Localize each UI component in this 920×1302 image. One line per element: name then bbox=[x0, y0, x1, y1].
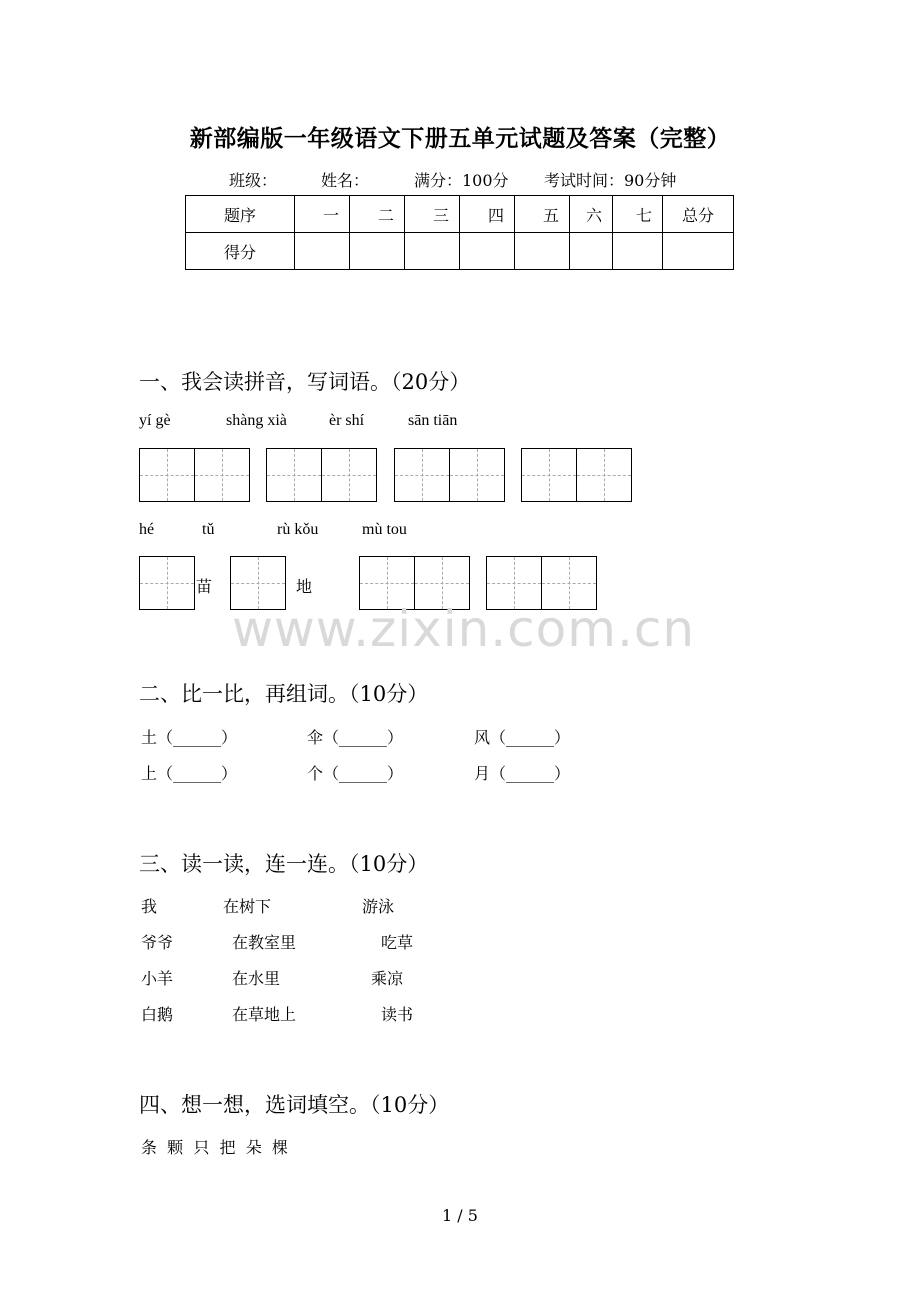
writing-cell[interactable] bbox=[521, 448, 577, 502]
writing-cell[interactable] bbox=[394, 448, 450, 502]
word-blank[interactable]: 个（______） bbox=[307, 764, 404, 783]
writing-cell[interactable] bbox=[321, 448, 377, 502]
match-action[interactable]: 乘凉 bbox=[371, 969, 404, 988]
writing-cell[interactable] bbox=[266, 448, 322, 502]
pinyin-label: sān tiān bbox=[408, 412, 458, 429]
pinyin-label: rù kǒu bbox=[277, 521, 319, 538]
word-blank[interactable]: 风（______） bbox=[474, 728, 571, 747]
word-blank[interactable]: 上（______） bbox=[141, 764, 238, 783]
writing-cell[interactable] bbox=[576, 448, 632, 502]
writing-grid[interactable] bbox=[521, 448, 632, 502]
match-subject[interactable]: 爷爷 bbox=[141, 933, 174, 952]
section-2-heading: 二、比一比，再组词。（10分） bbox=[139, 682, 429, 706]
pinyin-label: yí gè bbox=[139, 412, 171, 429]
match-action[interactable]: 吃草 bbox=[381, 933, 414, 952]
exam-time-label: 考试时间：90分钟 bbox=[544, 171, 677, 190]
table-cell: 五 bbox=[515, 196, 570, 233]
writing-grid[interactable] bbox=[139, 448, 250, 502]
writing-cell[interactable] bbox=[449, 448, 505, 502]
match-place[interactable]: 在草地上 bbox=[232, 1005, 297, 1024]
table-row bbox=[186, 196, 734, 233]
writing-grid[interactable] bbox=[394, 448, 505, 502]
match-subject[interactable]: 小羊 bbox=[141, 969, 174, 988]
writing-cell[interactable] bbox=[194, 448, 250, 502]
writing-cell[interactable] bbox=[139, 556, 195, 610]
table-cell: 一 bbox=[295, 196, 350, 233]
word-bank: 条 颗 只 把 朵 棵 bbox=[141, 1138, 288, 1157]
table-cell: 题序 bbox=[186, 196, 295, 233]
score-cell[interactable] bbox=[663, 233, 734, 270]
table-cell: 三 bbox=[405, 196, 460, 233]
page-number: 1 / 5 bbox=[442, 1206, 478, 1225]
table-cell: 二 bbox=[350, 196, 405, 233]
table-cell: 七 bbox=[613, 196, 663, 233]
table-cell: 得分 bbox=[186, 233, 295, 270]
pinyin-label: mù tou bbox=[362, 521, 407, 538]
pinyin-label: hé bbox=[139, 521, 155, 538]
table-cell: 总分 bbox=[663, 196, 734, 233]
section-3-heading: 三、读一读，连一连。（10分） bbox=[139, 852, 429, 876]
word-suffix: 苗 bbox=[196, 577, 213, 596]
full-score-label: 满分：100分 bbox=[414, 171, 509, 190]
name-label: 姓名： bbox=[321, 171, 370, 190]
word-blank[interactable]: 土（______） bbox=[141, 728, 238, 747]
match-subject[interactable]: 我 bbox=[141, 897, 158, 916]
writing-grid[interactable] bbox=[266, 448, 377, 502]
match-subject[interactable]: 白鹅 bbox=[141, 1005, 174, 1024]
match-place[interactable]: 在教室里 bbox=[232, 933, 297, 952]
score-cell[interactable] bbox=[405, 233, 460, 270]
table-cell: 四 bbox=[460, 196, 515, 233]
pinyin-label: shàng xià bbox=[226, 412, 287, 429]
writing-grid[interactable] bbox=[139, 556, 195, 610]
match-action[interactable]: 读书 bbox=[381, 1005, 414, 1024]
writing-cell[interactable] bbox=[139, 448, 195, 502]
pinyin-label: tǔ bbox=[202, 521, 215, 538]
match-place[interactable]: 在树下 bbox=[223, 897, 272, 916]
score-cell[interactable] bbox=[515, 233, 570, 270]
section-4-heading: 四、想一想，选词填空。（10分） bbox=[139, 1093, 450, 1117]
score-table bbox=[185, 195, 734, 270]
score-cell[interactable] bbox=[570, 233, 613, 270]
score-cell[interactable] bbox=[295, 233, 350, 270]
class-label: 班级： bbox=[229, 171, 278, 190]
score-cell[interactable] bbox=[613, 233, 663, 270]
pinyin-label: èr shí bbox=[329, 412, 365, 429]
score-cell[interactable] bbox=[350, 233, 405, 270]
match-place[interactable]: 在水里 bbox=[232, 969, 281, 988]
match-action[interactable]: 游泳 bbox=[362, 897, 395, 916]
table-cell: 六 bbox=[570, 196, 613, 233]
word-suffix: 地 bbox=[296, 577, 313, 596]
section-1-heading: 一、我会读拼音，写词语。（20分） bbox=[139, 370, 471, 394]
watermark: www.zixin.com.cn bbox=[232, 600, 696, 658]
word-blank[interactable]: 伞（______） bbox=[307, 728, 404, 747]
document-title: 新部编版一年级语文下册五单元试题及答案（完整） bbox=[189, 125, 731, 152]
word-blank[interactable]: 月（______） bbox=[474, 764, 571, 783]
table-row bbox=[186, 233, 734, 270]
score-cell[interactable] bbox=[460, 233, 515, 270]
